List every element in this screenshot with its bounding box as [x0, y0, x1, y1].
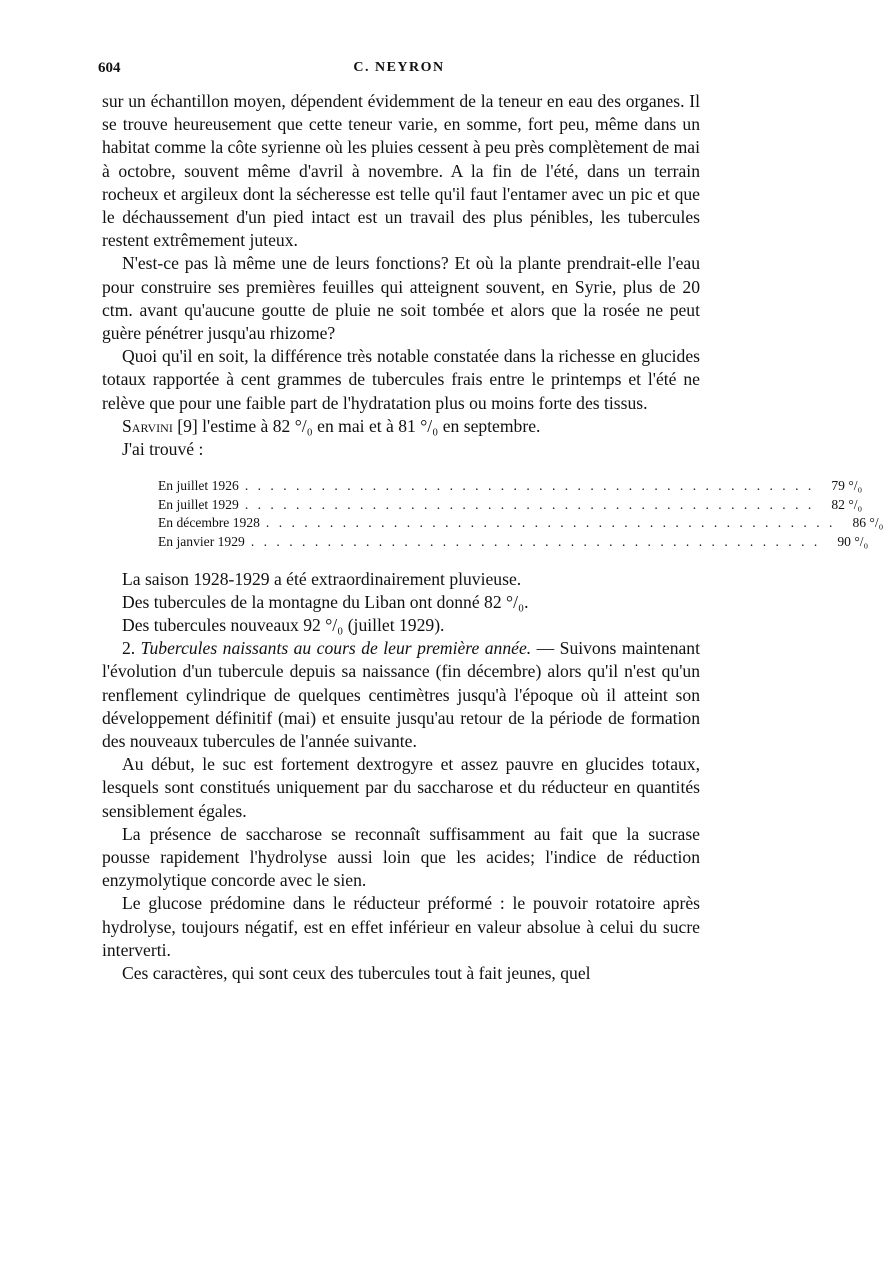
paragraph-10: Ces caractères, qui sont ceux des tubercules tout à fait jeunes, quel [122, 963, 591, 984]
observation-notes [122, 568, 700, 638]
page-header [98, 60, 700, 84]
paragraph-8: La présence de saccharose se reconnaît suffisamment au fait que la sucrase pousse rapidement l'hydrolyse aussi loin que les acides; l'indice de réduction enzymolytique concorde avec le sien. [102, 823, 700, 891]
note-line: Des tubercules de la montagne du Liban ont donné 82 °/₀. [122, 591, 529, 612]
measurement-label: En janvier 1929 [158, 534, 245, 550]
measurement-label: En juillet 1929 [158, 496, 239, 512]
paragraph-3: Quoi qu'il en soit, la différence très notable constatée dans la richesse en glucides totaux rapportée à cent grammes de tubercules frais entre le printemps et l'été ne relève que pour une faible part de l'hydratation plus ou moins forte des tissus. [102, 346, 700, 413]
measurement-row [158, 514, 883, 533]
measurement-label: En juillet 1926 [158, 478, 239, 494]
body-text [102, 90, 883, 985]
page-number: 604 [98, 60, 121, 76]
paragraph-5: J'ai trouvé : [122, 439, 204, 460]
measurement-value: 79 °/₀ [831, 478, 863, 494]
note-line: Des tubercules nouveaux 92 °/₀ (juillet 1929). [122, 615, 445, 636]
measurement-row [158, 477, 863, 496]
note-line: La saison 1928-1929 a été extraordinairement pluvieuse. [122, 568, 522, 589]
paragraph-4 [102, 415, 700, 438]
section-text: — Suivons maintenant l'évolution d'un tubercule depuis sa naissance (fin décembre) alors qu'il n'est qu'un renflement cylindrique de quelques centimètres jusqu'à l'époque où il atteint son développement définitif (mai) et ensuite jusqu'au retour de la période de formation des nouveaux tubercules de l'année suivante. [102, 638, 700, 752]
leader-dots: . . . . . . . . . . . . . . . . . . . . . . . . . . . . . . . . . . . . . . . . . . . . . [244, 496, 815, 512]
measurement-value: 90 °/₀ [837, 534, 869, 550]
paragraph-4-text: [9] l'estime à 82 °/₀ en mai et à 81 °/₀ en septembre. [172, 415, 541, 436]
section-2-paragraph [102, 637, 700, 753]
measurement-row [158, 533, 869, 552]
author-citation: Sarvini [122, 415, 173, 436]
paragraph-7: Au début, le suc est fortement dextrogyre et assez pauvre en glucides totaux, lesquels sont constitués uniquement par du saccharose et du réducteur en quantités sensiblement égales. [102, 754, 700, 821]
measurement-row [158, 496, 863, 515]
measurement-list [158, 477, 883, 551]
measurement-value: 86 °/₀ [852, 515, 883, 531]
paragraph-2: N'est-ce pas là même une de leurs fonctions? Et où la plante prendrait-elle l'eau pour construire ses premières feuilles qui atteignent souvent, en Syrie, plus de 20 ctm. avant qu'aucune goutte de pluie ne soit tombée et alors que la rosée ne peut guère pénétrer jusqu'au rhizome? [102, 253, 700, 344]
section-title: Tubercules naissants au cours de leur première année. [140, 638, 532, 659]
measurement-value: 82 °/₀ [831, 496, 863, 512]
section-number: 2. [122, 638, 141, 659]
paragraph-9: Le glucose prédomine dans le réducteur préformé : le pouvoir rotatoire après hydrolyse, toujours négatif, est en effet inférieur en valeur absolue à celui du sucre interverti. [102, 893, 700, 960]
leader-dots: . . . . . . . . . . . . . . . . . . . . . . . . . . . . . . . . . . . . . . . . . . . . . [265, 515, 836, 531]
measurement-label: En décembre 1928 [158, 515, 260, 531]
paragraph-1: sur un échantillon moyen, dépendent évidemment de la teneur en eau des organes. Il se trouve heureusement que cette teneur varie, en somme, fort peu, même dans un habitat comme la côte syrienne où les pluies cessent à peu près complètement de mai à octobre, souvent même d'avril à novembre. A la fin de l'été, dans un terrain rocheux et argileux dont la sécheresse est telle qu'il faut l'entamer avec un pic et que le déchaussement d'un pied intact est un travail des plus pénibles, les tubercules restent extrêmement juteux. [102, 91, 700, 251]
running-head: C. NEYRON [353, 60, 445, 75]
leader-dots: . . . . . . . . . . . . . . . . . . . . . . . . . . . . . . . . . . . . . . . . . . . . . [250, 534, 821, 550]
leader-dots: . . . . . . . . . . . . . . . . . . . . . . . . . . . . . . . . . . . . . . . . . . . . . [244, 478, 815, 494]
